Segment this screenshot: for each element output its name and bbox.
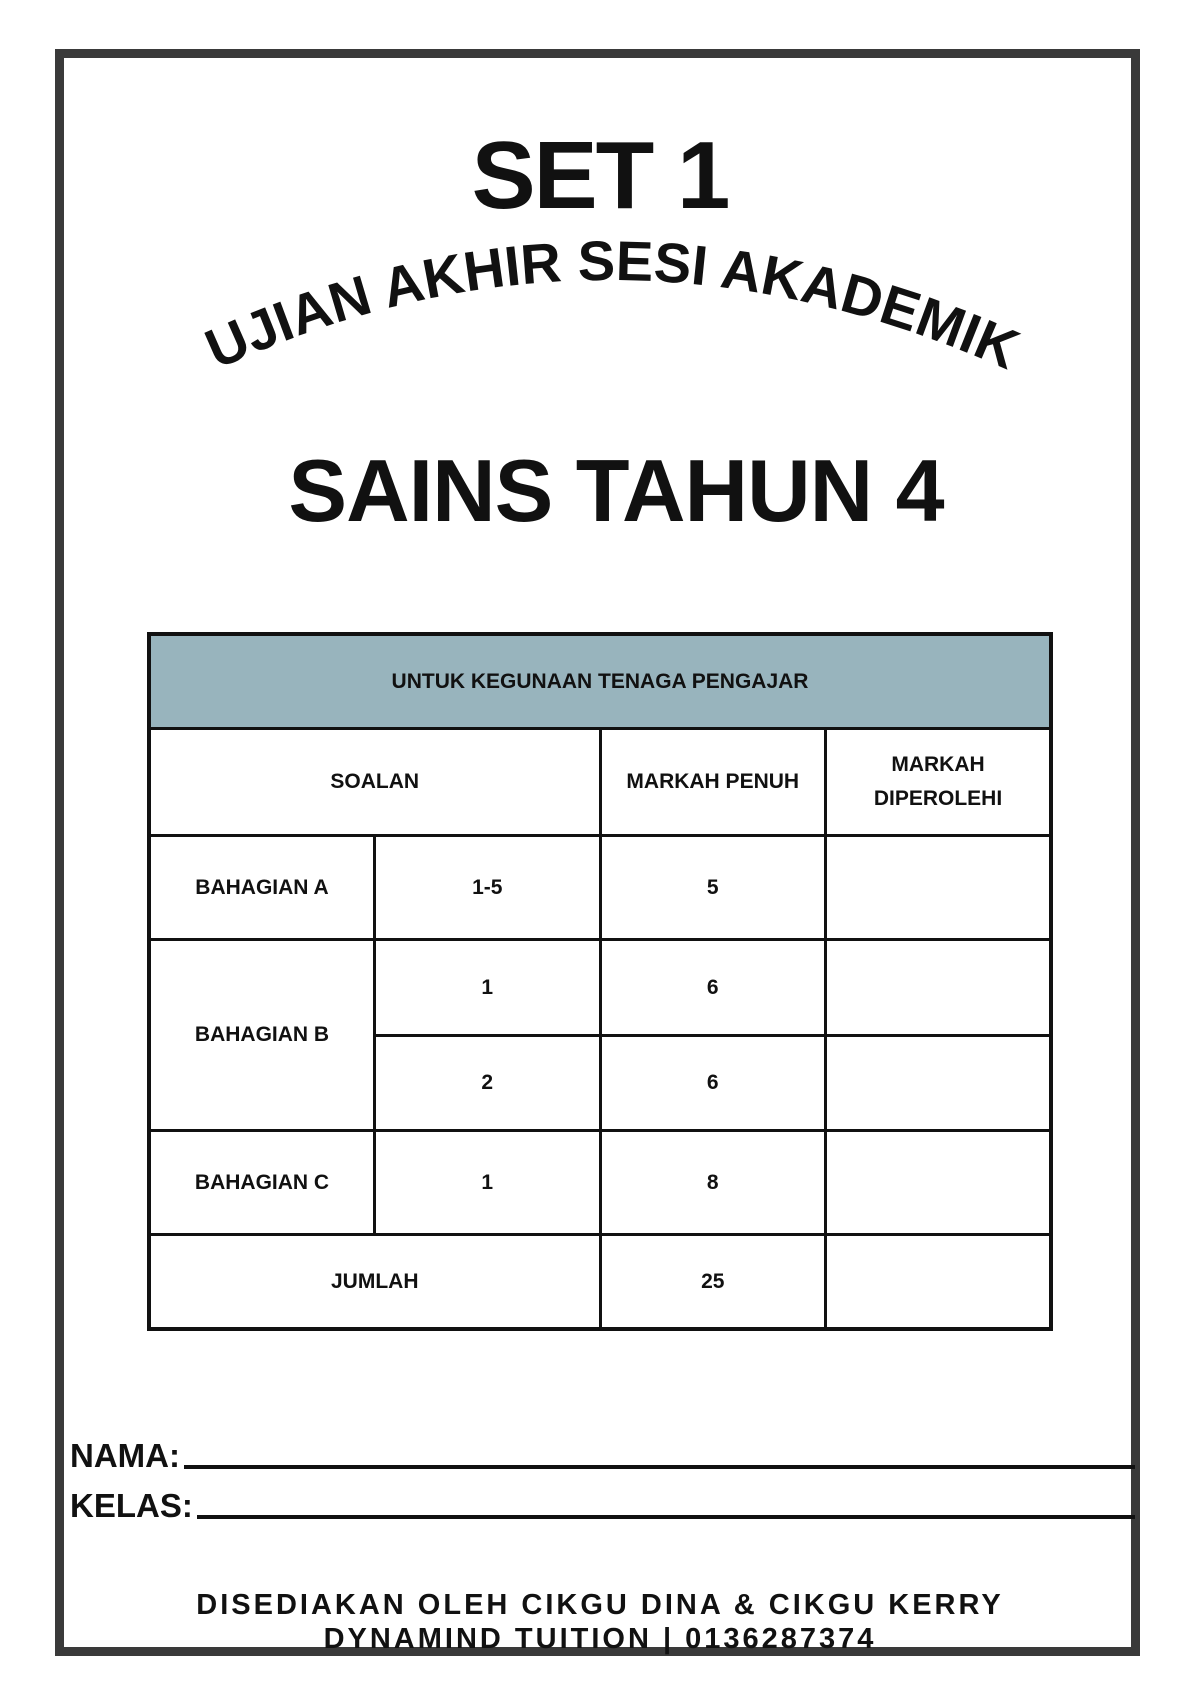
exam-title: UJIAN AKHIR SESI AKADEMIK (196, 228, 1029, 381)
total-obtained-cell[interactable] (826, 1235, 1052, 1330)
total-full-marks: 25 (600, 1235, 826, 1330)
full-marks-value: 6 (600, 940, 826, 1036)
name-field[interactable] (70, 1428, 1135, 1472)
name-line[interactable] (184, 1461, 1135, 1469)
full-marks-value: 8 (600, 1131, 826, 1235)
obtained-marks-cell[interactable] (826, 1131, 1052, 1235)
class-line[interactable] (197, 1511, 1135, 1519)
question-number: 1 (375, 940, 601, 1036)
column-question: SOALAN (149, 729, 600, 836)
section-label: BAHAGIAN C (149, 1131, 375, 1235)
class-label: KELAS: (70, 1487, 193, 1524)
name-label: NAMA: (70, 1437, 180, 1474)
table-row (149, 940, 1051, 1036)
section-label: BAHAGIAN A (149, 836, 375, 940)
section-label: BAHAGIAN B (149, 940, 375, 1131)
question-number: 2 (375, 1036, 601, 1131)
obtained-marks-cell[interactable] (826, 940, 1052, 1036)
subject-title: SAINS TAHUN 4 (288, 441, 944, 540)
table-caption: UNTUK KEGUNAAN TENAGA PENGAJAR (149, 634, 1051, 729)
contact-info: DYNAMIND TUITION | 0136287374 (323, 1623, 877, 1655)
table-header-row (149, 729, 1051, 836)
table-row (149, 836, 1051, 940)
obtained-marks-cell[interactable] (826, 836, 1052, 940)
full-marks-value: 5 (600, 836, 826, 940)
table-total-row (149, 1235, 1051, 1330)
column-obtained-marks: MARKAH DIPEROLEHI (826, 729, 1052, 836)
prepared-by: DISEDIAKAN OLEH CIKGU DINA & CIKGU KERRY (196, 1589, 1004, 1621)
question-number: 1-5 (375, 836, 601, 940)
class-field[interactable] (70, 1478, 1135, 1522)
table-caption-row (149, 634, 1051, 729)
total-label: JUMLAH (149, 1235, 600, 1330)
set-title: SET 1 (471, 122, 729, 229)
column-full-marks: MARKAH PENUH (600, 729, 826, 836)
table-row (149, 1131, 1051, 1235)
full-marks-value: 6 (600, 1036, 826, 1131)
obtained-marks-cell[interactable] (826, 1036, 1052, 1131)
exam-title-arc (0, 220, 1200, 420)
marks-table (147, 632, 1053, 1331)
question-number: 1 (375, 1131, 601, 1235)
